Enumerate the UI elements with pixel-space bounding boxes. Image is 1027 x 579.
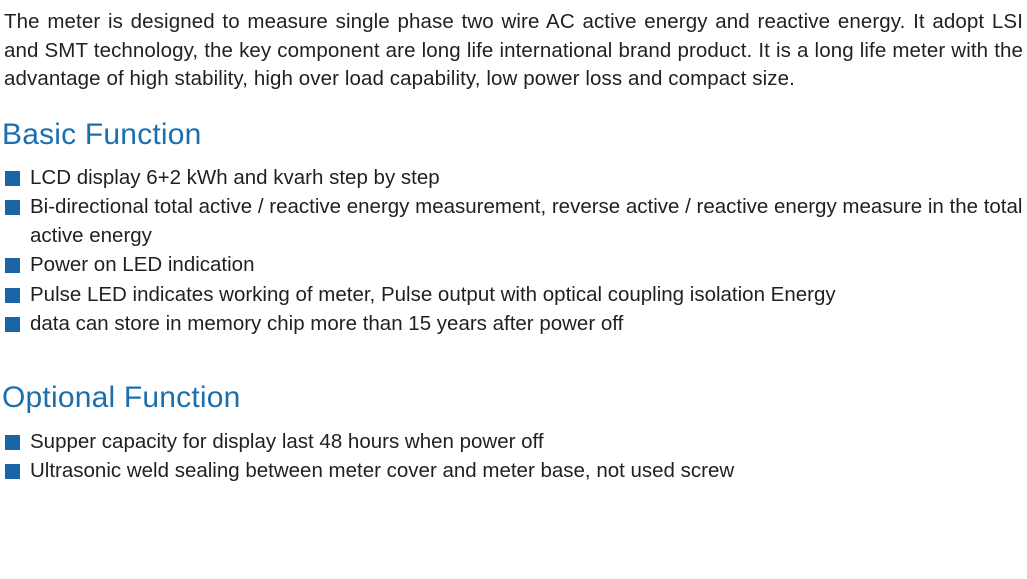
list-item	[2, 281, 1025, 310]
intro-paragraph: The meter is designed to measure single phase two wire AC active energy and reactive energy. It adopt LSI and SMT technology, the key component are long life international brand product. It is a long life meter with the advantage of high stability, high over load capability, low power loss and compact size.	[4, 10, 1023, 90]
section-heading-optional-function: Optional Function	[2, 380, 241, 414]
list-item	[2, 251, 1025, 280]
list-item-label: Supper capacity for display last 48 hours when power off	[30, 429, 544, 453]
list-item	[2, 164, 1025, 193]
basic-function-list	[2, 164, 1025, 339]
section-heading-basic-function: Basic Function	[2, 117, 202, 151]
list-item-label: LCD display 6+2 kWh and kvarh step by step	[30, 165, 440, 189]
list-item	[2, 428, 1025, 457]
square-bullet-icon	[5, 435, 20, 450]
list-item-label: Pulse LED indicates working of meter, Pulse output with optical coupling isolation Energy	[30, 282, 836, 306]
optional-function-list	[2, 428, 1025, 486]
list-item	[2, 457, 1025, 486]
square-bullet-icon	[5, 288, 20, 303]
square-bullet-icon	[5, 171, 20, 186]
square-bullet-icon	[5, 200, 20, 215]
list-item	[2, 310, 1025, 339]
list-item-label: Bi-directional total active / reactive energy measurement, reverse active / reactive energy measure in the total active energy	[30, 195, 1023, 247]
square-bullet-icon	[5, 258, 20, 273]
list-item-label: Ultrasonic weld sealing between meter cover and meter base, not used screw	[30, 459, 735, 482]
list-item	[2, 193, 1025, 250]
square-bullet-icon	[5, 464, 20, 479]
list-item-label: data can store in memory chip more than 15 years after power off	[30, 312, 624, 335]
list-item-label: Power on LED indication	[30, 253, 255, 276]
square-bullet-icon	[5, 317, 20, 332]
